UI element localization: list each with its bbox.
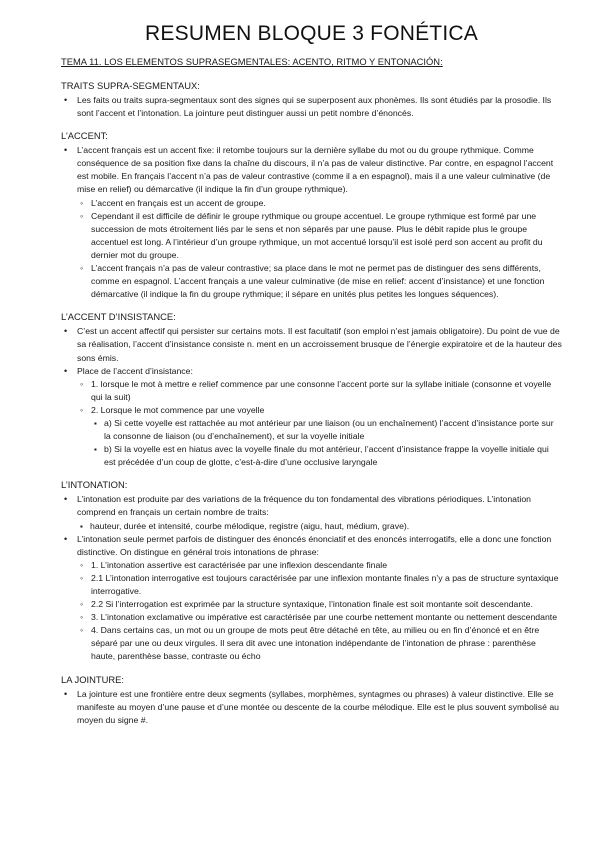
list-item-text: Place de l’accent d’insistance: [77, 365, 193, 376]
list-item: • Les faits ou traits supra-segmentaux sont des signes qui se superposent aux phonèmes. Ils sont étudiés par la prosodie. Ils sont l’accent et l’intonation. La jointure peut distinguer aussi un petit nombre d’énoncés. [61, 94, 562, 120]
section-insistance [61, 311, 562, 469]
topic-subtitle: TEMA 11. LOS ELEMENTOS SUPRASEGMENTALES: ACENTO, RITMO Y ENTONACIÓN: [61, 56, 443, 67]
sub-list-item: ◦ L’accent en français est un accent de groupe. [77, 197, 562, 210]
section-heading: L’INTONATION: [61, 479, 128, 491]
section-heading: L’ACCENT: [61, 130, 108, 142]
sub-sub-list-item: ▪ b) Si la voyelle est en hiatus avec la voyelle finale du mot antérieur, l’accent d’insistance frappe la voyelle initiale qui est précédée d’un coup de glotte, c’est-à-dire d’une occlusive laryngale [91, 443, 562, 469]
section-heading: L’ACCENT D’INSISTANCE: [61, 311, 176, 323]
sub-list-item: ◦ Cependant il est difficile de définir le groupe rythmique ou groupe accentuel. Le groupe rythmique est formé par une succession de mots étroitement liés par le sens et non séparés par une pause. Plus le débit rapide plus le groupe accentuel est long. A l’intérieur d’un groupe rythmique, un mot accentué lorsqu’il est isolé perd son accent au profit du dernier mot du groupe. [77, 210, 562, 262]
sub-list-item: ◦ 3. L’intonation exclamative ou impérative est caractérisée par une courbe nettement montante ou nettement descendante [77, 611, 562, 624]
section-traits [61, 80, 562, 120]
sub-list-item: ◦ 2.2 Si l’interrogation est exprimée par la structure syntaxique, l’intonation finale est soit montante soit descendante. [77, 598, 562, 611]
list-item: • La jointure est une frontière entre deux segments (syllabes, morphèmes, syntagmes ou phrases) à valeur distinctive. Elle se manifeste au moyen d’une pause et d’une montée ou descente de la courbe mélodique. Elle est le plus souvent symbolisé au moyen du signe #. [61, 688, 562, 727]
list-item [61, 144, 562, 301]
document-title: RESUMEN BLOQUE 3 FONÉTICA [145, 22, 478, 45]
list-item-text: L’accent français est un accent fixe: il retombe toujours sur la dernière syllabe du mot ou du groupe rythmique. Comme conséquence de sa position fixe dans la chaîne du discours, il n’a pas de valeur distinctive. Par contre, en espagnol l’accent est mobile. En français l’accent n’a pas de valeur contrastive (comme il a en espagnol), mais il a une valeur culminative (de mise en relief) ou démarcative (il indique la fin d’un groupe rythmique). [77, 145, 554, 195]
list-item-text: L’intonation seule permet parfois de distinguer des énoncés énonciatif et des enoncés interrogatifs, elle a donc une fonction distinctive. On distingue en général trois intonations de phrase: [77, 533, 552, 557]
sub-list-item [77, 404, 562, 469]
sub-list-item: ◦ 1. lorsque le mot à mettre e relief commence par une consonne l’accent porte sur la syllabe initiale (consonne et voyelle qui la suit) [77, 378, 562, 404]
list-item-text: 2. Lorsque le mot commence par une voyelle [91, 404, 265, 415]
sub-list-item: ▪ hauteur, durée et intensité, courbe mélodique, registre (aigu, haut, médium, grave). [77, 520, 562, 533]
list-item [61, 365, 562, 470]
list-item [61, 533, 562, 664]
list-item [61, 493, 562, 532]
section-jointure [61, 674, 562, 727]
section-intonation [61, 479, 562, 663]
sub-sub-list-item: ▪ a) Si cette voyelle est rattachée au mot antérieur par une liaison (ou un enchaînement) l’accent d’insistance porte sur la consonne de liaison (ou d’enchaînement), et sur la voyelle initiale [91, 417, 562, 443]
list-item-text: L’intonation est produite par des variations de la fréquence du ton fondamental des vibrations périodiques. L’intonation comprend en français un certain nombre de traits: [77, 494, 531, 518]
sub-list-item: ◦ 1. L’intonation assertive est caractérisée par une inflexion descendante finale [77, 559, 562, 572]
section-heading: LA JOINTURE: [61, 673, 125, 685]
list-item: • C’est un accent affectif qui persister sur certains mots. Il est facultatif (son emploi n’est jamais obligatoire). Du point de vue de sa réalisation, l’accent d’insistance consiste n. ment en un accroissement brusque de l’énergie expiratoire et de la hauteur des sons émis. [61, 325, 562, 364]
sub-list-item: ◦ 4. Dans certains cas, un mot ou un groupe de mots peut être détaché en tête, au milieu ou en fin d’énoncé et en être séparé par une ou deux virgules. Il sera dit avec une intonation indépendante de l’intonation de phrase : parenthèse haute, parenthèse basse, contraste ou écho [77, 624, 562, 663]
section-heading: TRAITS SUPRA-SEGMENTAUX: [61, 80, 200, 91]
section-accent [61, 130, 562, 301]
sub-list-item: ◦ L’accent français n’a pas de valeur contrastive; sa place dans le mot ne permet pas de distinguer des sens différents, comme en espagnol. L’accent français a une valeur culminative (de mise en relief: accent d’insistance) et une fonction démarcative (il indique la fin du groupe rythmique; il sépare en unités plus petites les longues séquences). [77, 262, 562, 301]
sub-list-item: ◦ 2.1 L’intonation interrogative est toujours caractérisée par une inflexion montante finales n’y a pas de structure syntaxique interrogative. [77, 572, 562, 598]
